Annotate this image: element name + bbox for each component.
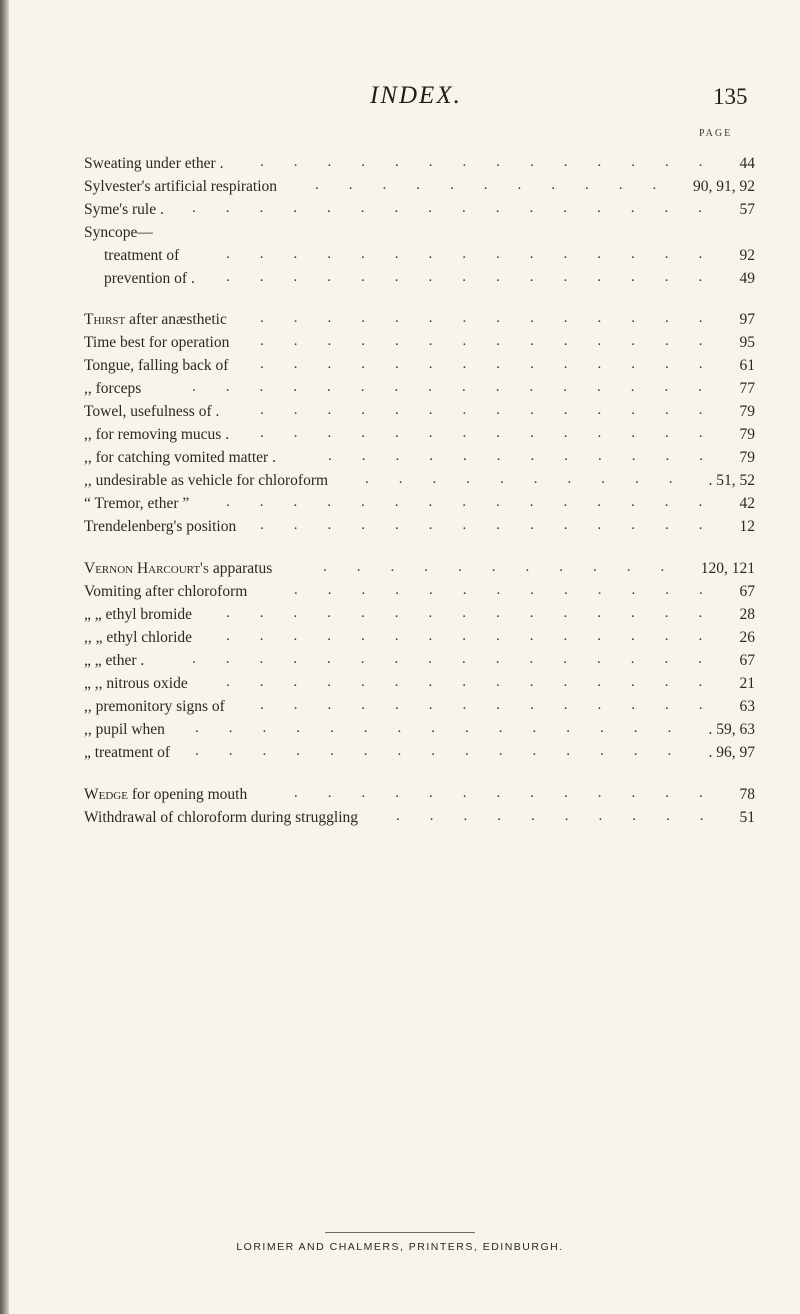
entry-pages: 28 — [739, 606, 755, 623]
entry-pages: 42 — [739, 495, 755, 512]
entry-term — [84, 377, 141, 401]
entry-pages: 79 — [739, 403, 755, 420]
entry-pages: 67 — [739, 583, 755, 600]
entry-term-text: prevention of . — [104, 270, 195, 287]
page-header — [0, 74, 800, 114]
entry-pages: 90, 91, 92 — [693, 178, 755, 195]
dot-leader: .............. — [260, 697, 733, 713]
entry-term-text: ,, for removing mucus . — [84, 426, 230, 443]
dot-leader: ............... — [226, 269, 733, 285]
entry-term — [84, 423, 229, 447]
entry-term-text: „ ,, nitrous oxide — [84, 675, 188, 692]
dot-leader: ............. — [294, 785, 733, 801]
entry-term — [84, 308, 227, 332]
dot-leader: ........... — [323, 559, 695, 575]
entry-term-text: Withdrawal of chloroform during struggling — [84, 809, 359, 826]
dot-leader: ............... — [195, 720, 702, 736]
running-title: INDEX. — [370, 82, 462, 109]
entry-pages: 67 — [739, 652, 755, 669]
entry-term-text: ,, pupil when — [84, 721, 165, 738]
entry-pages: 78 — [739, 786, 755, 803]
entry-term — [84, 806, 358, 830]
entry-term-text: Time best for operation — [84, 334, 230, 351]
entry-term — [104, 267, 195, 291]
entry-term-text: ,, premonitory signs of — [84, 698, 225, 715]
entry-term-text: treatment of — [104, 247, 180, 264]
index-entry — [0, 741, 800, 765]
entry-term-head: Wedge — [84, 786, 128, 803]
entry-term — [84, 557, 272, 581]
entry-term-text: Syme's rule . — [84, 201, 164, 218]
index-entry — [0, 515, 800, 539]
entry-term-text: Tongue, falling back of — [84, 357, 229, 374]
entry-pages: 26 — [739, 629, 755, 646]
entry-term-text: Sweating under ether . — [84, 155, 224, 172]
entry-term-text: Syncope— — [84, 224, 153, 241]
entry-pages: 95 — [739, 334, 755, 351]
entry-pages: 12 — [739, 518, 755, 535]
entry-term — [84, 580, 247, 604]
dot-leader: ............. — [294, 582, 733, 598]
entry-term-text: ,, „ ethyl chloride — [84, 629, 193, 646]
dot-leader: .............. — [260, 356, 733, 372]
entry-term — [84, 221, 153, 245]
entry-pages: 44 — [739, 155, 755, 172]
entry-term — [84, 198, 164, 222]
entry-pages: 57 — [739, 201, 755, 218]
entry-term-text: after anæsthetic — [125, 311, 227, 328]
entry-term — [84, 603, 192, 627]
entry-term — [84, 741, 170, 765]
entry-term-text: Vomiting after chloroform — [84, 583, 248, 600]
entry-term-text: “ Tremor, ether ” — [84, 495, 190, 512]
entry-term-text: „ „ ether . — [84, 652, 145, 669]
entry-term — [84, 400, 219, 424]
dot-leader: ........... — [315, 177, 687, 193]
page-number: 135 — [713, 84, 748, 109]
entry-term — [84, 672, 188, 696]
entry-pages: . 96, 97 — [708, 744, 755, 761]
entry-pages: 92 — [739, 247, 755, 264]
dot-leader: ................ — [192, 379, 732, 395]
entry-pages: 49 — [739, 270, 755, 287]
index-entry — [0, 267, 800, 291]
entry-term — [84, 718, 165, 742]
entry-pages: . 59, 63 — [708, 721, 755, 738]
dot-leader: .............. — [260, 425, 733, 441]
dot-leader: ............... — [226, 674, 733, 690]
entry-term-head: Thirst — [84, 311, 126, 328]
entry-term-text: Towel, usefulness of . — [84, 403, 220, 420]
dot-leader: .............. — [260, 402, 733, 418]
entry-term — [84, 152, 223, 176]
dot-leader: ............... — [226, 494, 733, 510]
entry-term-text: ,, for catching vomited matter . — [84, 449, 276, 466]
entry-term-text: „ „ ethyl bromide — [84, 606, 193, 623]
entry-pages: 21 — [739, 675, 755, 692]
entry-pages: 79 — [739, 449, 755, 466]
entry-pages: . 51, 52 — [708, 472, 755, 489]
index-entry — [0, 198, 800, 222]
entry-term — [84, 446, 276, 470]
dot-leader: ............ — [328, 448, 733, 464]
entry-term — [84, 515, 236, 539]
entry-pages: 120, 121 — [700, 560, 755, 577]
entry-term-text: ,, undesirable as vehicle for chloroform — [84, 472, 329, 489]
entry-term — [84, 649, 144, 673]
dot-leader: ............... — [226, 246, 733, 262]
printer-imprint: LORIMER AND CHALMERS, PRINTERS, EDINBURGH. — [236, 1241, 564, 1253]
imprint-rule — [325, 1232, 475, 1233]
entry-pages: 77 — [739, 380, 755, 397]
entry-term — [84, 626, 192, 650]
entry-term-text: Sylvester's artificial respiration — [84, 178, 278, 195]
entry-term-text: ,, forceps — [84, 380, 142, 397]
dot-leader: ................ — [192, 651, 732, 667]
entry-term — [84, 492, 189, 516]
entry-pages: 97 — [739, 311, 755, 328]
entry-pages: 61 — [739, 357, 755, 374]
dot-leader: ............... — [195, 743, 702, 759]
dot-leader: .......... — [365, 471, 703, 487]
entry-term-text: Trendelenberg's position — [84, 518, 237, 535]
entry-term-head: Vernon Harcourt's — [84, 560, 209, 577]
index-entry — [0, 806, 800, 830]
entry-term — [84, 331, 229, 355]
entry-term-text: apparatus — [208, 560, 273, 577]
entry-pages: 79 — [739, 426, 755, 443]
dot-leader: .......... — [396, 808, 734, 824]
entry-pages: 63 — [739, 698, 755, 715]
dot-leader: .............. — [260, 517, 733, 533]
entry-term-text: for opening mouth — [127, 786, 248, 803]
entry-pages: 51 — [739, 809, 755, 826]
dot-leader: ............... — [226, 605, 733, 621]
page-column-label: PAGE — [699, 128, 733, 139]
dot-leader: ................ — [192, 200, 732, 216]
dot-leader: .............. — [260, 333, 733, 349]
dot-leader: .............. — [260, 154, 733, 170]
dot-leader: .............. — [260, 310, 733, 326]
entry-term — [84, 783, 247, 807]
entry-term-text: „ treatment of — [84, 744, 171, 761]
dot-leader: ............... — [226, 628, 733, 644]
entry-term — [104, 244, 179, 268]
